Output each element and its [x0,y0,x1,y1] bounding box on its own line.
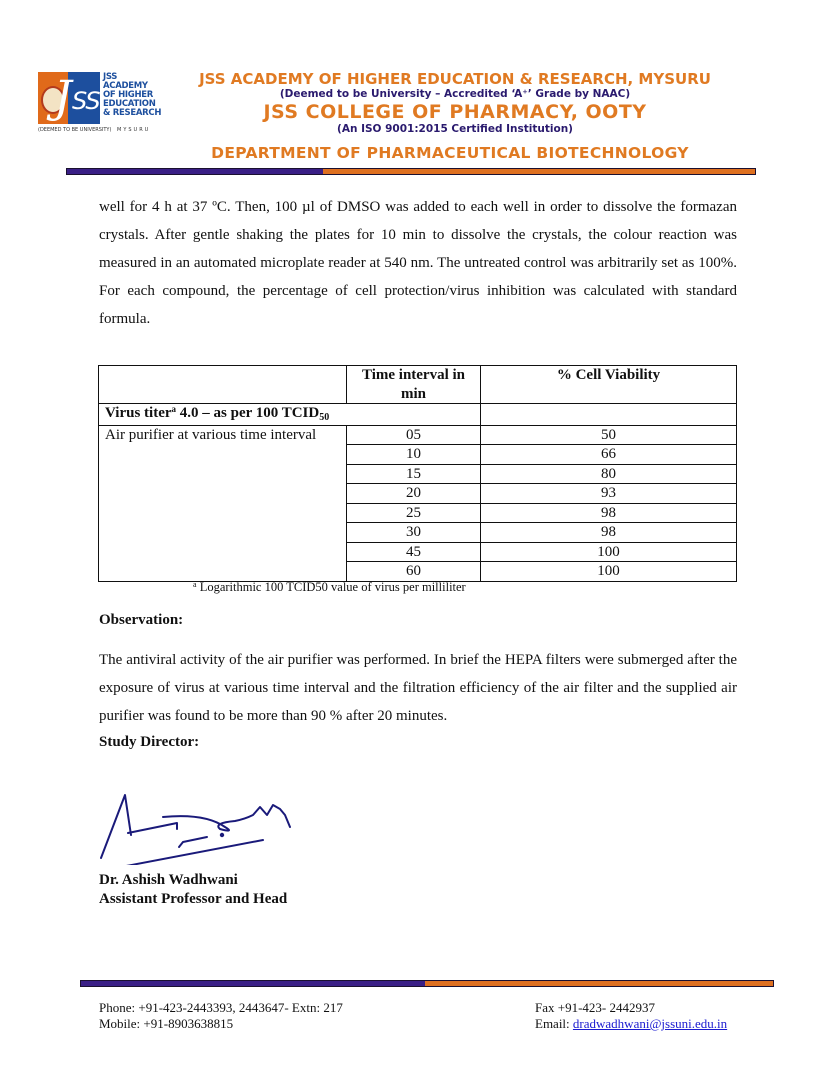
signatory-name: Dr. Ashish Wadhwani [99,872,238,888]
footer-contact-left [99,1000,343,1032]
header-divider [66,168,756,175]
viability-cell: 100 [481,542,737,562]
accreditation-line: (Deemed to be University – Accredited ‘A⁺’ Grade by NAAC) [279,88,631,100]
footer-divider [80,980,774,987]
results-table [98,365,737,582]
email-line: Email: dradwadhwani@jssuni.edu.in [535,1016,728,1031]
viability-cell: 93 [481,484,737,504]
logo-city: MYSURU [117,127,151,133]
header-cell-empty [99,366,347,404]
time-cell: 20 [347,484,481,504]
table-footnote: $^a$ Logarithmic 100 TCID50 value of virus per milliliter [193,580,466,594]
university-name: JSS ACADEMY OF HIGHER EDUCATION & RESEARCH, MYSURU [199,70,711,88]
header-time-interval: Time interval in min [347,366,481,404]
viability-cell: 98 [481,503,737,523]
study-director-label: Study Director: [99,734,200,750]
table-header-row [99,366,737,404]
viability-cell: 100 [481,562,737,582]
college-name: JSS COLLEGE OF PHARMACY, OOTY [263,101,647,123]
mobile-number: Mobile: +91-8903638815 [99,1016,234,1031]
viability-cell: 98 [481,523,737,543]
table-row [99,425,737,445]
time-cell: 10 [347,445,481,465]
time-cell: 25 [347,503,481,523]
iso-certification: (An ISO 9001:2015 Certified Institution) [337,123,573,135]
observation-heading: Observation: [99,612,184,628]
email-link[interactable]: dradwadhwani@jssuni.edu.in [572,1016,728,1031]
time-cell: 45 [347,542,481,562]
signature-image [95,785,305,865]
observation-paragraph: The antiviral activity of the air purifier was performed. In brief the HEPA filters were submerged after the exposure of virus at various time interval and the filtration efficiency of the air filter and the supplied air purifier was found to be more than 90 % after 20 minutes. [99,652,737,724]
fax-number: Fax +91-423- 2442937 [535,1000,655,1015]
header-cell-viability: % Cell Viability [481,366,737,404]
time-cell: 30 [347,523,481,543]
virus-titer-row [99,404,737,426]
time-cell: 15 [347,464,481,484]
time-cell: 60 [347,562,481,582]
signatory-block [99,871,287,909]
jss-logo-mark: J SS [38,72,100,124]
virus-titer-empty [481,404,737,426]
logo-text: JSS ACADEMY OF HIGHER EDUCATION & RESEARCH [103,72,162,118]
group-label: Air purifier at various time interval [99,425,347,581]
department-name: DEPARTMENT OF PHARMACEUTICAL BIOTECHNOLOGY [211,144,689,162]
signatory-title: Assistant Professor and Head [99,891,288,907]
logo-subtitle: (DEEMED TO BE UNIVERSITY) [38,127,112,133]
viability-cell: 80 [481,464,737,484]
methods-paragraph: well for 4 h at 37 ºC. Then, 100 µl of DMSO was added to each well in order to dissolve the formazan crystals. After gentle shaking the plates for 10 min to dissolve the crystals, the colour reaction was measured in an automated microplate reader at 540 nm. The untreated control was arbitrarily set as 100%. For each compound, the percentage of cell protection/virus inhibition was calculated with standard formula. [99,199,737,327]
footer-contact-right [535,1000,727,1032]
viability-cell: 66 [481,445,737,465]
phone-number: Phone: +91-423-2443393, 2443647- Extn: 217 [99,1000,343,1015]
time-cell: 05 [347,425,481,445]
viability-cell: 50 [481,425,737,445]
virus-titer-cell: Virus titer$^a$ 4.0 – as per 100 $TCID_{50}$ [99,404,481,426]
